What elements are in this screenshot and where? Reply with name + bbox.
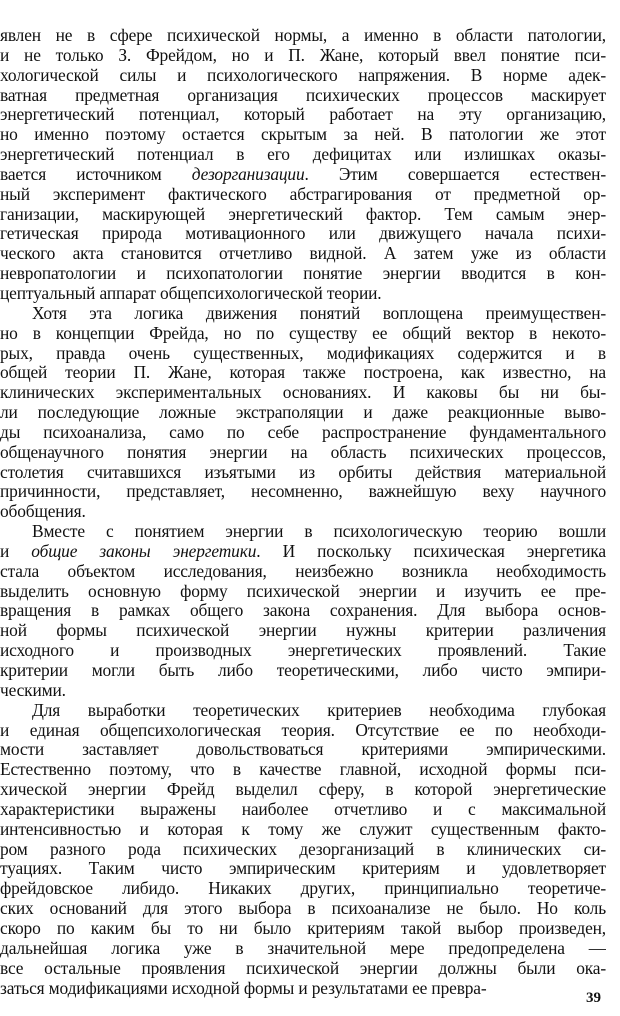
text-line: ный эксперимент фактического абстрагирования от предметной ор- bbox=[0, 184, 606, 204]
text-line: хической энергии Фрейд выделил сферу, в которой энергетические bbox=[0, 780, 606, 800]
text-line: столетия считавшихся изъятыми из орбиты действия материальной bbox=[0, 462, 606, 482]
text-line: туациях. Таким чисто эмпирическим критериям и удовлетворяет bbox=[0, 859, 606, 879]
text-line: но именно поэтому остается скрытым за ней. В патологии же этот bbox=[0, 125, 606, 145]
text-line: дальнейшая логика уже в значительной мере предопределена — bbox=[0, 938, 606, 958]
text-line: и единая общепсихологическая теория. Отсутствие ее по необходи- bbox=[0, 720, 606, 740]
text-line: но в концепции Фрейда, но по существу ее общий вектор в некото- bbox=[0, 323, 606, 343]
text-line: все остальные проявления психической энергии должны были ока- bbox=[0, 958, 606, 978]
text-line: исходного и производных энергетических проявлений. Такие bbox=[0, 641, 606, 661]
paragraph-1 bbox=[0, 26, 606, 304]
text-line: ческого акта становится отчетливо видной. А затем уже из области bbox=[0, 244, 606, 264]
text-line: ли последующие ложные экстраполяции и даже реакционные выво- bbox=[0, 403, 606, 423]
text-line: и не только З. Фрейдом, но и П. Жане, который ввел понятие пси- bbox=[0, 45, 606, 65]
text-line: цептуальный аппарат общепсихологической теории. bbox=[0, 283, 382, 303]
text-line: заться модификациями исходной формы и результатами ее превра- bbox=[0, 978, 487, 998]
text-line: обобщения. bbox=[0, 502, 86, 522]
text-line: стала объектом исследования, неизбежно возникла необходимость bbox=[0, 561, 606, 581]
text-line: Вместе с понятием энергии в психологическую теорию вошли bbox=[32, 522, 606, 542]
text-line: скоро по каким бы то ни было критериям такой выбор произведен, bbox=[0, 918, 606, 938]
text-line: ды психоанализа, само по себе распространение фундаментального bbox=[0, 422, 606, 442]
text-line: ских оснований для этого выбора в психоанализе не было. Но коль bbox=[0, 899, 606, 919]
text-line: характеристики выражены наиболее отчетливо и с максимальной bbox=[0, 799, 606, 819]
text-line: невропатологии и психопатологии понятие энергии вводится в кон- bbox=[0, 264, 606, 284]
text-line: гетическая природа мотивационного или движущего начала психи- bbox=[0, 224, 606, 244]
text-line: мости заставляет довольствоваться критериями эмпирическими. bbox=[0, 740, 606, 760]
paragraph-2 bbox=[0, 304, 606, 522]
text-line: хологической силы и психологического напряжения. В норме адек- bbox=[0, 65, 606, 85]
text-line: энергетический потенциал в его дефицитах или излишках оказы- bbox=[0, 145, 606, 165]
text-line: фрейдовское либидо. Никаких других, принципиально теоретиче- bbox=[0, 879, 606, 899]
text-line: вается источником дезорганизации. Этим совершается естествен- bbox=[0, 164, 606, 184]
text-line: общенаучного понятия энергии на область психических процессов, bbox=[0, 442, 606, 462]
text-line: ватная предметная организация психических процессов маскирует bbox=[0, 85, 606, 105]
text-line: Естественно поэтому, что в качестве главной, исходной формы пси- bbox=[0, 760, 606, 780]
text-line: вращения в рамках общего закона сохранения. Для выбора основ- bbox=[0, 601, 606, 621]
text-line: выделить основную форму психической энергии и изучить ее пре- bbox=[0, 581, 606, 601]
text-line: ческими. bbox=[0, 680, 66, 700]
text-line: ром разного рода психических дезорганизаций в клинических си- bbox=[0, 839, 606, 859]
text-line: ной формы психической энергии нужны критерии различения bbox=[0, 621, 606, 641]
text-line: интенсивностью и которая к тому же служит существенным факто- bbox=[0, 819, 606, 839]
text-line: явлен не в сфере психической нормы, а именно в области патологии, bbox=[0, 26, 606, 45]
text-line: и общие законы энергетики. И поскольку психическая энергетика bbox=[0, 541, 606, 561]
text-line: энергетический потенциал, который работает на эту организацию, bbox=[0, 105, 606, 125]
page-number: 39 bbox=[586, 990, 601, 1006]
text-line: ганизации, маскирующей энергетический фактор. Тем самым энер- bbox=[0, 204, 606, 224]
text-line: Хотя эта логика движения понятий воплощена преимуществен- bbox=[32, 303, 606, 323]
text-line: причинности, представляет, несомненно, важнейшую веху научного bbox=[0, 482, 606, 502]
page-body bbox=[0, 26, 606, 998]
text-line: клинических экспериментальных основаниях. И каковы бы ни бы- bbox=[0, 383, 606, 403]
text-line: рых, правда очень существенных, модификациях содержится и в bbox=[0, 343, 606, 363]
text-line: общей теории П. Жане, которая также построена, как известно, на bbox=[0, 363, 606, 383]
paragraph-4 bbox=[0, 701, 606, 999]
text-line: Для выработки теоретических критериев необходима глубокая bbox=[32, 700, 606, 720]
paragraph-3 bbox=[0, 522, 606, 701]
text-line: критерии могли быть либо теоретическими, либо чисто эмпири- bbox=[0, 661, 606, 680]
